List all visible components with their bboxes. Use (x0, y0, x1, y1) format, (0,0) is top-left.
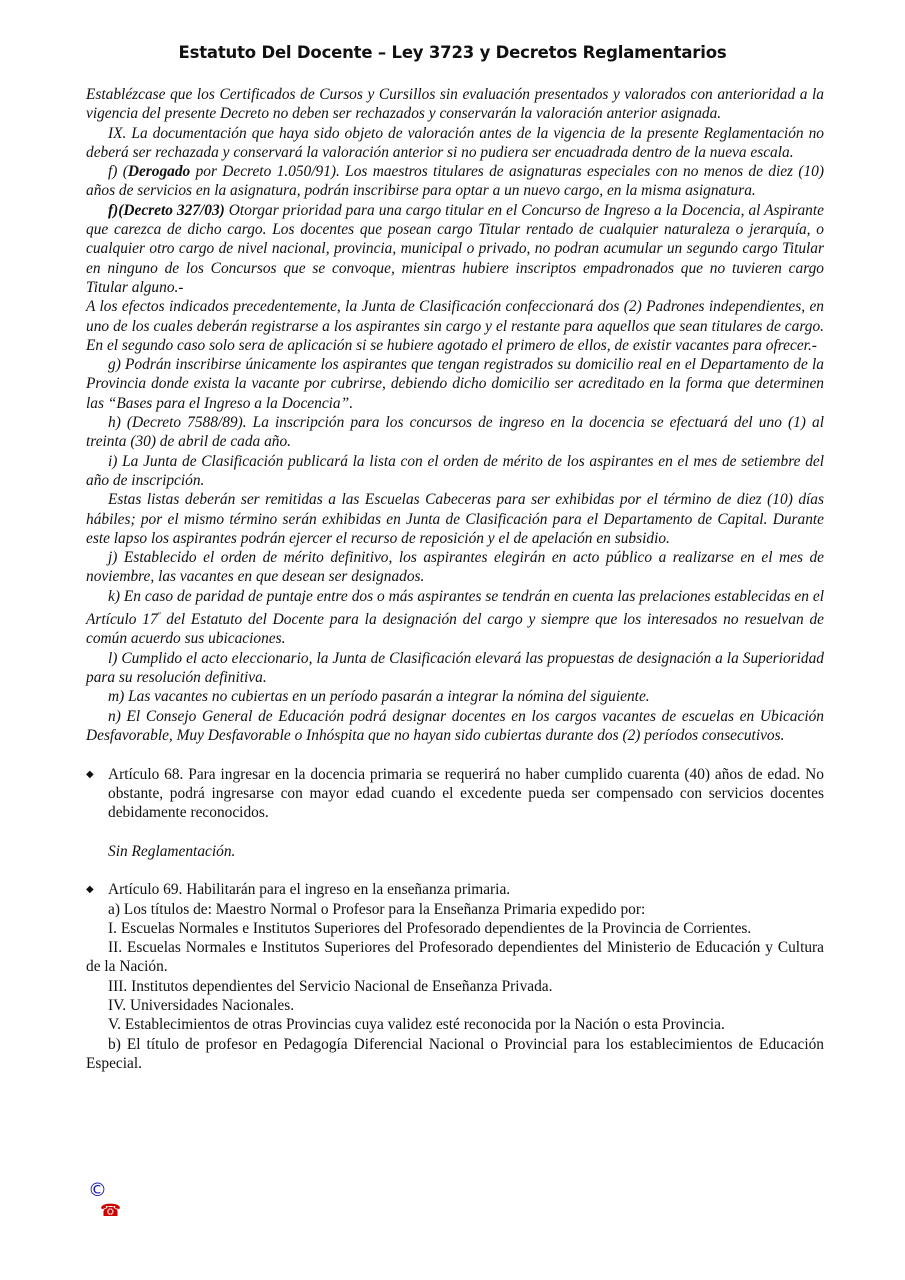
bold-decreto-327: f)(Decreto 327/03) (108, 201, 225, 219)
diamond-bullet-icon: ◆ (86, 884, 94, 896)
spacer (86, 745, 824, 764)
text-segment: del Estatuto del Docente para la designación del cargo y siempre que los interesados no resuelvan de común acuerdo sus ubicaciones. (86, 611, 824, 648)
paragraph-k (86, 587, 824, 649)
paragraph-h: h) (Decreto 7588/89). La inscripción para los concursos de ingreso en la docencia se efectuará del uno (1) al treinta (30) de abril de cada año. (86, 414, 824, 451)
text-segment: k) En caso de paridad de puntaje entre dos o más aspirantes se tendrán en cuenta las prelaciones establecidas en el Artículo 17 (86, 587, 824, 629)
spacer (86, 822, 824, 841)
article-69-text: Artículo 69. Habilitarán para el ingreso en la enseñanza primaria. (108, 881, 511, 899)
article-68 (86, 765, 824, 823)
diamond-bullet-icon: ◆ (86, 768, 94, 780)
article-69 (86, 880, 824, 899)
article-69-i: I. Escuelas Normales e Institutos Superiores del Profesorado dependientes de la Provincia de Corrientes. (108, 919, 752, 937)
paragraph-padrones: A los efectos indicados precedentemente, la Junta de Clasificación confeccionará dos (2) Padrones independientes, en uno de los cuales deberán registrarse a los aspirantes sin cargo y el restante para aquellos que sean titulares de cargo. En el segundo caso solo sera de aplicación si se hubiere agotado el primero de ellos, de existir vacantes para ofrecer.- (86, 298, 824, 354)
paragraph-ix: IX. La documentación que haya sido objeto de valoración antes de la vigencia de la presente Reglamentación no deberá ser rechazada y conservará la valoración anterior si no pudiera ser encuadrada dentro de la nueva escala. (86, 124, 824, 161)
phone-icon: ☎ (100, 1201, 122, 1221)
article-69-ii: II. Escuelas Normales e Institutos Superiores del Profesorado dependientes del Ministerio de Educación y Cultura de la Nación. (86, 939, 824, 976)
article-68-text: Artículo 68. Para ingresar en la docencia primaria se requerirá no haber cumplido cuarenta (40) años de edad. No obstante, podrá ingresarse con mayor edad cuando el excedente pueda ser compensado con servicios docentes debidamente reconocidos. (108, 765, 824, 822)
article-69-iv: IV. Universidades Nacionales. (108, 997, 295, 1015)
spacer (86, 861, 824, 880)
paragraph-n: n) El Consejo General de Educación podrá designar docentes en los cargos vacantes de escuelas en Ubicación Desfavorable, Muy Desfavorable o Inhóspita que no hayan sido cubiertas durante dos (2) períodos consecutivos. (86, 707, 824, 744)
bold-derogado: Derogado (127, 163, 191, 181)
text-segment: f) ( (108, 163, 128, 181)
text-segment: por Decreto 1.050/91). Los maestros titulares de asignaturas especiales con no menos de diez (10) años de servicios en la asignatura, podrán inscribirse para optar a un nuevo cargo, en la misma asignatura. (86, 163, 824, 200)
paragraph-i: i) La Junta de Clasificación publicará la lista con el orden de mérito de los aspirantes en el mes de setiembre del año de inscripción. (86, 452, 824, 489)
paragraph-f-decreto-327 (86, 201, 824, 297)
paragraph-f-derogado (86, 162, 824, 201)
sin-reglamentacion: Sin Reglamentación. (108, 842, 236, 860)
document-body (86, 85, 824, 1073)
article-69-v: V. Establecimientos de otras Provincias cuya validez esté reconocida por la Nación o esta Provincia. (108, 1016, 725, 1034)
article-69-b: b) El título de profesor en Pedagogía Diferencial Nacional o Provincial para los establecimientos de Educación Especial. (86, 1035, 824, 1072)
article-69-iii: III. Institutos dependientes del Servicio Nacional de Enseñanza Privada. (108, 977, 553, 995)
paragraph-l: l) Cumplido el acto eleccionario, la Junta de Clasificación elevará las propuestas de designación a la Superioridad para su resolución definitiva. (86, 649, 824, 687)
ordinal-superscript: º (157, 610, 161, 621)
text-segment: Otorgar prioridad para una cargo titular en el Concurso de Ingreso a la Docencia, al Aspirante que carezca de dicho cargo. Los docentes que posean cargo Titular rentado de cualquier naturaleza o jerarquía, o cualquier otro cargo de nivel nacional, provincia, municipal o privado, no podran acumular un segundo cargo Titular en ninguno de los Concursos que se convoque, mientras hubiere inscriptos empadronados que no tuvieren cargo Titular alguno.- (86, 201, 824, 296)
page-title: Estatuto Del Docente – Ley 3723 y Decretos Reglamentarios (178, 43, 727, 62)
article-69-a: a) Los títulos de: Maestro Normal o Profesor para la Enseñanza Primaria expedido por: (108, 900, 646, 918)
paragraph-j: j) Establecido el orden de mérito definitivo, los aspirantes elegirán en acto público a realizarse en el mes de noviembre, las vacantes en que desean ser designados. (86, 549, 824, 586)
paragraph-m: m) Las vacantes no cubiertas en un período pasarán a integrar la nómina del siguiente. (108, 688, 650, 706)
paragraph-listas: Estas listas deberán ser remitidas a las Escuelas Cabeceras para ser exhibidas por el término de diez (10) días hábiles; por el mismo término serán exhibidas en Junta de Clasificación para el Departamento de Capital. Durante este lapso los aspirantes podrán ejercer el recurso de reposición y el de apelación en subsidio. (86, 491, 824, 547)
copyright-icon: © (88, 1179, 107, 1201)
paragraph-certificados: Establézcase que los Certificados de Cursos y Cursillos sin evaluación presentados y valorados con anterioridad a la vigencia del presente Decreto no deben ser rechazados y conservarán la valoración anterior asignada. (86, 86, 824, 123)
paragraph-g: g) Podrán inscribirse únicamente los aspirantes que tengan registrados su domicilio real en el Departamento de la Provincia donde exista la vacante por cubrirse, debiendo dicho domicilio ser acreditado en la forma que determinen las “Bases para el Ingreso a la Docencia”. (86, 356, 824, 412)
